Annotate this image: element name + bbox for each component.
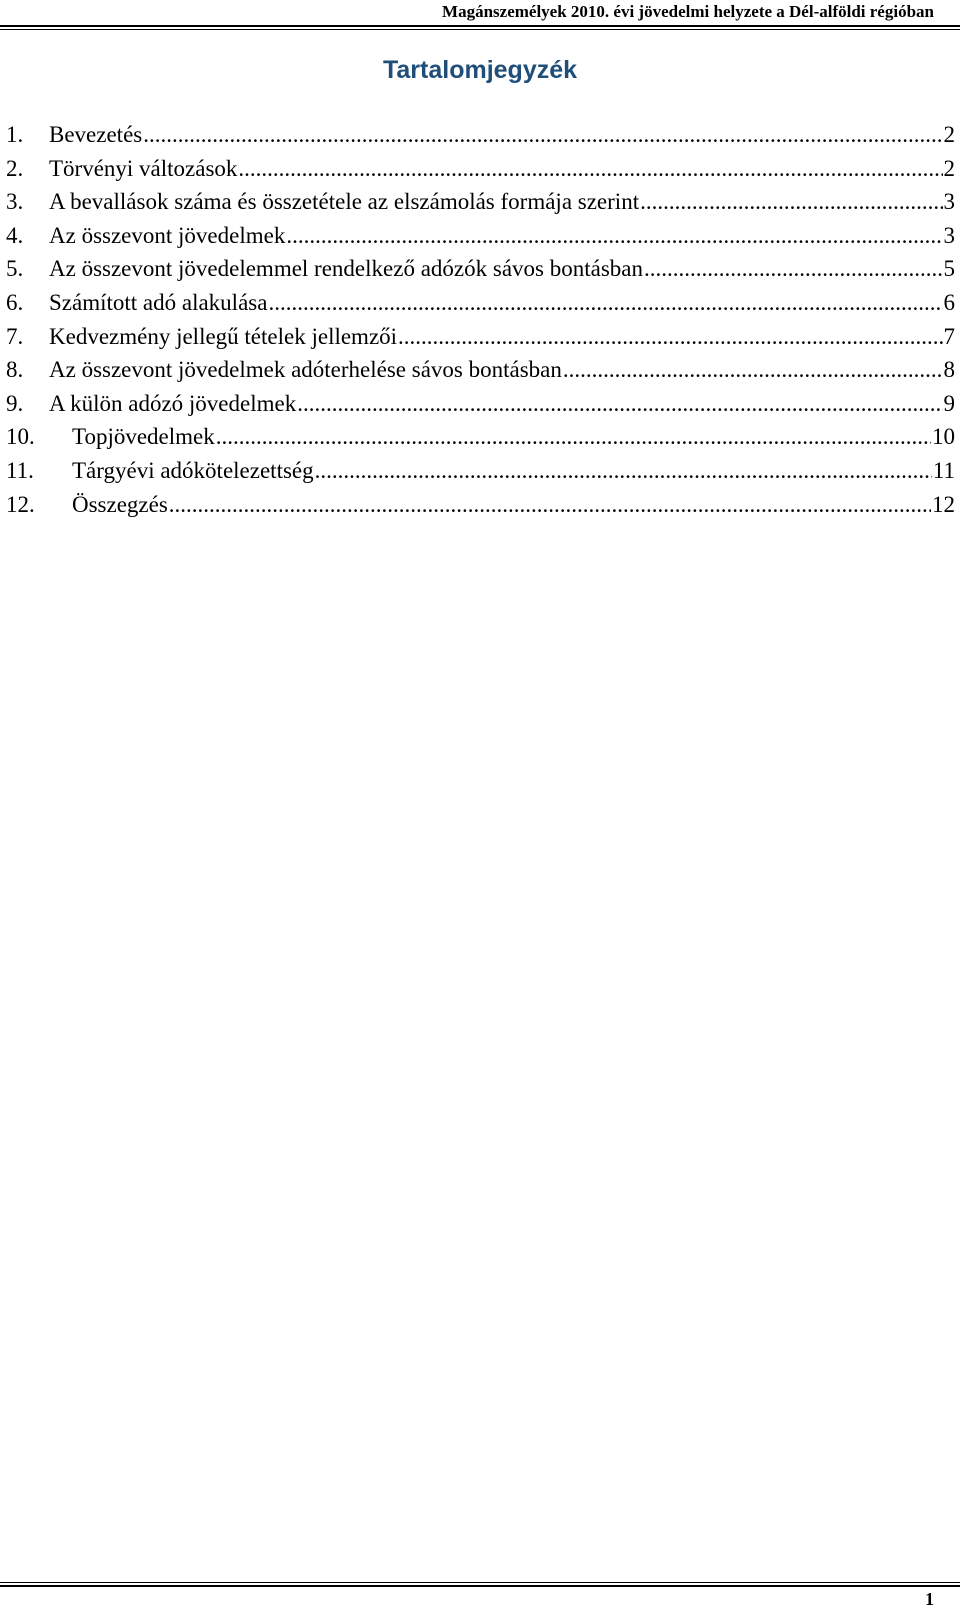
toc-entry[interactable] — [6, 353, 955, 387]
footer-rule-thick — [0, 1585, 960, 1587]
toc-entry[interactable] — [6, 488, 955, 522]
toc-entry-title: Kedvezmény jellegű tételek jellemzői — [49, 323, 398, 349]
toc-entry-number: 8. — [6, 357, 24, 383]
toc-entry-number: 7. — [6, 323, 24, 349]
toc-entry-title: A külön adózó jövedelmek — [49, 390, 297, 416]
toc-entry-number: 10. — [6, 424, 35, 450]
toc-entry[interactable] — [6, 420, 955, 454]
toc-dot-leader — [315, 454, 932, 488]
toc-entry-page: 2 — [943, 122, 955, 147]
toc-entry-page: 12 — [932, 491, 955, 517]
toc-entry-title: Bevezetés — [49, 122, 143, 147]
toc-entry-number: 6. — [6, 289, 24, 315]
header-rule-thick — [0, 25, 960, 27]
toc-entry-page: 11 — [932, 457, 955, 483]
toc-entry[interactable] — [6, 252, 955, 286]
toc-dot-leader — [143, 118, 942, 152]
toc-entry-page: 7 — [943, 323, 955, 349]
toc-dot-leader — [268, 286, 942, 320]
toc-entry-page: 10 — [932, 424, 955, 450]
toc-entry-page: 5 — [943, 256, 955, 282]
toc-entry-number: 5. — [6, 256, 24, 282]
toc-entry[interactable] — [6, 219, 955, 253]
toc-entry-number: 11. — [6, 457, 34, 483]
toc-dot-leader — [216, 420, 931, 454]
page-number: 1 — [925, 1589, 934, 1609]
toc-entry[interactable] — [6, 185, 955, 219]
toc-dot-leader — [297, 387, 942, 421]
toc-entry-title: Az összevont jövedelmek — [49, 222, 286, 248]
toc-entry[interactable] — [6, 118, 955, 152]
toc-dot-leader — [286, 219, 942, 253]
toc-entry-number: 2. — [6, 155, 24, 181]
toc-entry-number: 12. — [6, 491, 35, 517]
toc-entry-title: Törvényi változások — [49, 155, 238, 181]
toc-entry-number: 1. — [6, 122, 24, 147]
toc-entry-title: Topjövedelmek — [72, 424, 215, 450]
toc-entry[interactable] — [6, 454, 955, 488]
toc-list — [6, 118, 955, 521]
toc-entry-number: 4. — [6, 222, 24, 248]
toc-dot-leader — [238, 152, 942, 186]
toc-entry[interactable] — [6, 286, 955, 320]
toc-entry-page: 8 — [943, 357, 955, 383]
toc-dot-leader — [398, 320, 942, 354]
toc-dot-leader — [563, 353, 943, 387]
toc-entry-page: 6 — [943, 289, 955, 315]
toc-dot-leader — [640, 185, 942, 219]
toc-entry-page: 9 — [943, 390, 955, 416]
toc-entry-page: 2 — [943, 155, 955, 181]
footer-rule-thin — [0, 1582, 960, 1583]
toc-entry-page: 3 — [943, 222, 955, 248]
toc-entry-title: Összegzés — [72, 491, 168, 517]
header-rule-thin — [0, 29, 960, 30]
toc-entry[interactable] — [6, 387, 955, 421]
toc-entry-title: Az összevont jövedelemmel rendelkező adózók sávos bontásban — [49, 256, 643, 282]
toc-entry[interactable] — [6, 320, 955, 354]
toc-entry-title: Tárgyévi adókötelezettség — [72, 457, 314, 483]
toc-title: Tartalomjegyzék — [382, 56, 578, 84]
toc-dot-leader — [644, 252, 943, 286]
toc-entry-number: 3. — [6, 189, 24, 215]
toc-entry-title: A bevallások száma és összetétele az elszámolás formája szerint — [49, 189, 640, 215]
toc-entry-page: 3 — [943, 189, 955, 215]
running-header: Magánszemélyek 2010. évi jövedelmi helyzete a Dél-alföldi régióban — [442, 2, 934, 21]
toc-entry-title: Számított adó alakulása — [49, 289, 268, 315]
toc-dot-leader — [169, 488, 931, 522]
toc-entry[interactable] — [6, 152, 955, 186]
toc-entry-title: Az összevont jövedelmek adóterhelése sávos bontásban — [49, 357, 562, 383]
toc-entry-number: 9. — [6, 390, 24, 416]
